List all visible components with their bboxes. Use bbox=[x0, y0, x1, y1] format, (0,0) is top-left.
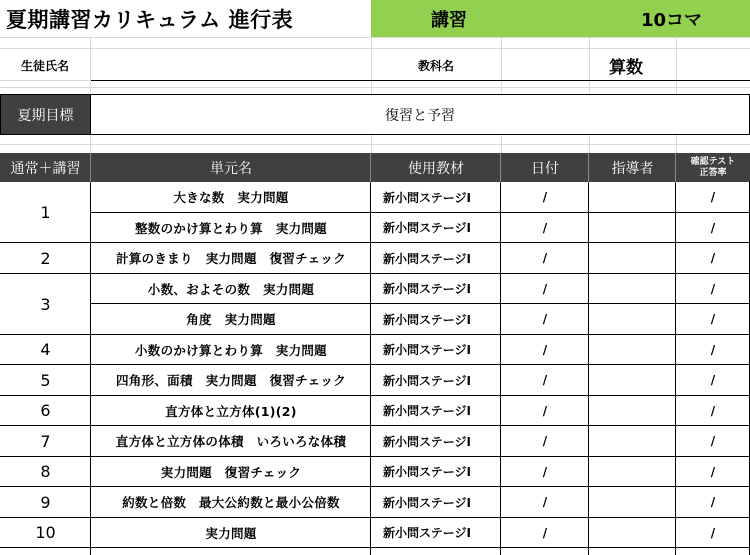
unit-cell: 約数と倍数 最大公約数と最小公倍数 bbox=[122, 495, 340, 511]
instructor-cell[interactable] bbox=[589, 487, 676, 518]
unit-cell: 小数、およその数 実力問題 bbox=[147, 281, 315, 297]
material-cell: 新小問ステージI bbox=[383, 282, 471, 297]
unit-cell: 実力問題 復習チェック bbox=[160, 464, 302, 480]
session-number: 7 bbox=[40, 431, 51, 451]
date-cell[interactable]: / bbox=[542, 312, 548, 327]
score-cell[interactable]: / bbox=[710, 190, 716, 205]
header-session: 通常＋講習 bbox=[0, 153, 91, 182]
course-label: 講習 bbox=[431, 10, 467, 31]
goal-value[interactable]: 復習と予習 bbox=[91, 94, 750, 135]
date-cell[interactable]: / bbox=[542, 251, 548, 266]
unit-cell: 大きな数 実力問題 bbox=[173, 190, 289, 206]
date-cell[interactable]: / bbox=[542, 220, 548, 235]
score-cell[interactable]: / bbox=[710, 495, 716, 510]
date-cell[interactable]: / bbox=[542, 434, 548, 449]
session-number: 10 bbox=[35, 523, 56, 543]
unit-cell: 小数のかけ算とわり算 実力問題 bbox=[134, 342, 327, 358]
material-cell: 新小問ステージI bbox=[383, 495, 471, 510]
material-cell: 新小問ステージI bbox=[383, 465, 471, 480]
course-banner bbox=[371, 0, 750, 37]
material-cell: 新小問ステージI bbox=[383, 343, 471, 358]
unit-cell: 直方体と立方体(1)(2) bbox=[165, 403, 297, 419]
material-cell: 新小問ステージI bbox=[383, 404, 471, 419]
session-number: 3 bbox=[40, 294, 51, 314]
header-material: 使用教材 bbox=[371, 153, 501, 182]
unit-cell: 四角形、面積 実力問題 復習チェック bbox=[115, 373, 347, 389]
header-date: 日付 bbox=[501, 153, 589, 182]
instructor-cell[interactable] bbox=[589, 182, 676, 213]
session-number: 5 bbox=[40, 370, 51, 390]
score-cell[interactable]: / bbox=[710, 312, 716, 327]
instructor-cell[interactable] bbox=[589, 426, 676, 457]
unit-cell: 実力問題 bbox=[205, 525, 257, 541]
unit-cell: 直方体と立方体の体積 いろいろな体積 bbox=[115, 434, 347, 450]
score-cell[interactable]: / bbox=[710, 281, 716, 296]
page-title: 夏期講習カリキュラム 進行表 bbox=[6, 8, 294, 32]
unit-cell: 整数のかけ算とわり算 実力問題 bbox=[134, 220, 327, 236]
instructor-cell[interactable] bbox=[589, 365, 676, 396]
header-test-line1: 確認テスト bbox=[690, 156, 736, 167]
session-number: 2 bbox=[40, 248, 51, 268]
material-cell: 新小問ステージI bbox=[383, 251, 471, 266]
session-number: 4 bbox=[40, 340, 51, 360]
date-cell[interactable]: / bbox=[542, 190, 548, 205]
instructor-cell[interactable] bbox=[589, 304, 676, 335]
material-cell: 新小問ステージI bbox=[383, 312, 471, 327]
date-cell[interactable]: / bbox=[542, 373, 548, 388]
score-cell[interactable]: / bbox=[710, 251, 716, 266]
date-cell[interactable]: / bbox=[542, 403, 548, 418]
session-number: 6 bbox=[40, 401, 51, 421]
subject-label: 教科名 bbox=[417, 58, 454, 73]
header-instructor: 指導者 bbox=[589, 153, 676, 182]
session-number: 1 bbox=[40, 203, 51, 222]
date-cell[interactable]: / bbox=[542, 525, 548, 540]
instructor-cell[interactable] bbox=[589, 518, 676, 549]
score-cell[interactable]: / bbox=[710, 525, 716, 540]
material-cell: 新小問ステージI bbox=[383, 190, 471, 205]
course-value: 10コマ bbox=[641, 10, 703, 31]
instructor-cell[interactable] bbox=[589, 213, 676, 244]
header-test-score bbox=[676, 153, 750, 182]
date-cell[interactable]: / bbox=[542, 495, 548, 510]
student-name-label: 生徒氏名 bbox=[20, 58, 69, 73]
unit-cell: 角度 実力問題 bbox=[186, 312, 276, 328]
session-number: 8 bbox=[40, 462, 51, 482]
date-cell[interactable]: / bbox=[542, 281, 548, 296]
score-cell[interactable]: / bbox=[710, 464, 716, 479]
score-cell[interactable]: / bbox=[710, 403, 716, 418]
material-cell: 新小問ステージI bbox=[383, 526, 471, 541]
unit-cell: 計算のきまり 実力問題 復習チェック bbox=[115, 251, 347, 267]
material-cell: 新小問ステージI bbox=[383, 373, 471, 388]
instructor-cell[interactable] bbox=[589, 396, 676, 427]
student-name-field[interactable] bbox=[91, 50, 371, 80]
instructor-cell[interactable] bbox=[589, 243, 676, 274]
subject-value[interactable]: 算数 bbox=[609, 57, 643, 78]
header-unit: 単元名 bbox=[91, 153, 371, 182]
date-cell[interactable]: / bbox=[542, 342, 548, 357]
material-cell: 新小問ステージI bbox=[383, 221, 471, 236]
goal-label: 夏期目標 bbox=[0, 94, 91, 135]
session-number: 9 bbox=[40, 492, 51, 512]
date-cell[interactable]: / bbox=[542, 464, 548, 479]
score-cell[interactable]: / bbox=[710, 342, 716, 357]
material-cell: 新小問ステージI bbox=[383, 434, 471, 449]
header-test-line2: 正答率 bbox=[699, 167, 727, 178]
instructor-cell[interactable] bbox=[589, 335, 676, 366]
score-cell[interactable]: / bbox=[710, 434, 716, 449]
score-cell[interactable]: / bbox=[710, 373, 716, 388]
instructor-cell[interactable] bbox=[589, 457, 676, 488]
score-cell[interactable]: / bbox=[710, 220, 716, 235]
instructor-cell[interactable] bbox=[589, 274, 676, 305]
